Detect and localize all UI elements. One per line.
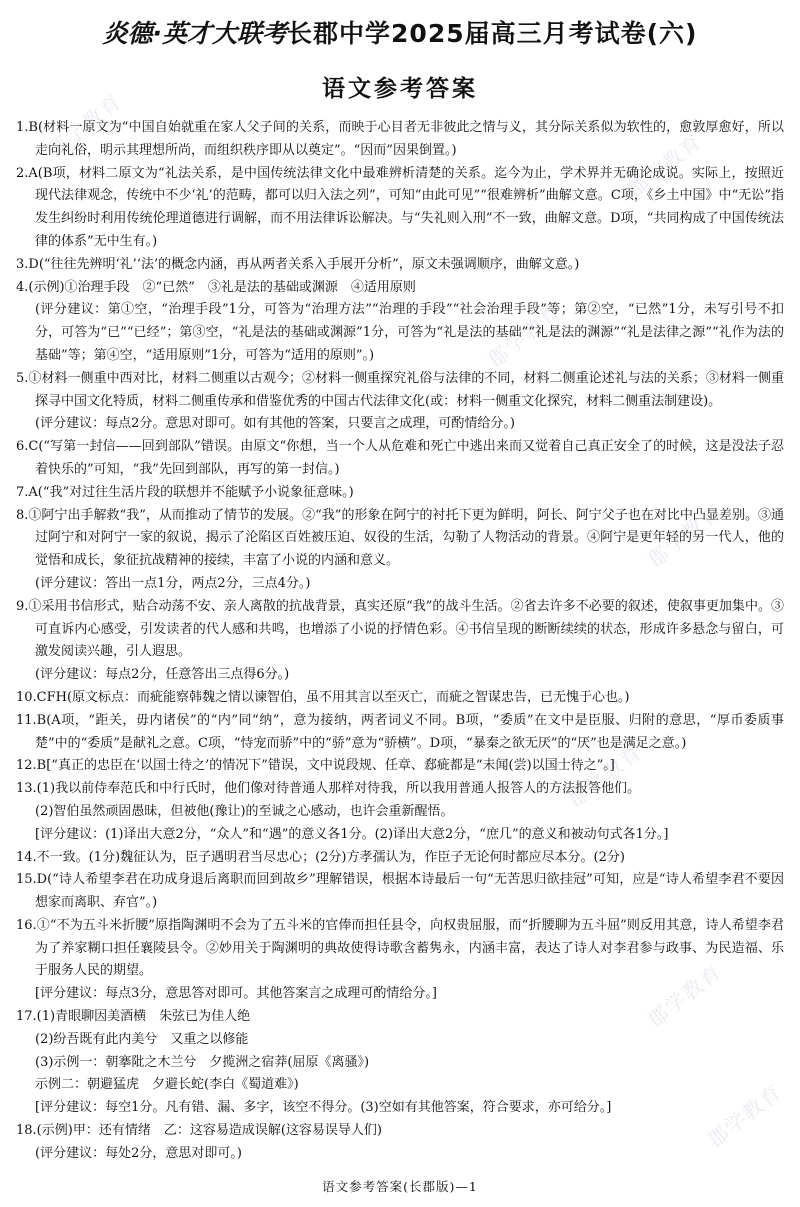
answer-item: 6.C(“写第一封信——回到部队”错误。由原文“你想，当一个人从危难和死亡中逃出来而又觉着自己真正安全了的时候，这是没法子忍着快乐的”可知，“我”先回到部队，再写的第一封信。) xyxy=(16,439,784,477)
answer-note: (3)示例一：朝搴阰之木兰兮 夕揽洲之宿莽(屈原《离骚》) xyxy=(35,1054,370,1070)
answer-item: 15.D(“诗人希望李君在功成身退后离职而回到故乡”理解错误，根据本诗最后一句“无苦思归欲挂冠”可知，应是“诗人希望李君不要因想家而离职、弃官”。) xyxy=(16,872,784,911)
answer-item: 5.①材料一侧重中西对比，材料二侧重以古观今；②材料一侧重探究礼俗与法律的不同，材料二侧重论述礼与法的关系；③材料一侧重探寻中国文化特质，材料二侧重传承和借鉴优秀的中国古代法律文化(或：材料一侧重文化探究，材料二侧重法制建设)。 xyxy=(16,370,784,409)
answer-item: 18.(示例)甲：还有情绪 乙：这容易造成误解(这容易误导人们) xyxy=(16,1123,382,1139)
watermark: 郡学教育 xyxy=(642,959,727,1033)
answer-item: 2.A(B项，材料二原文为“礼法关系，是中国传统法律文化中最难辨析清楚的关系。迄今为止，学术界并无确论成说。实际上，按照近现代法律观念，传统中不少‘礼’的范畴，都可以归入法之列”，可知“由此可见”“很难辨析”曲解文意。C项，《乡土中国》中“无讼”指发生纠纷时利用传统伦理道德进行调解，而不用法律诉讼解决。与“失礼则入刑”不一致，曲解文意。D项，“共同构成了中国传统法律的体系”无中生有。) xyxy=(16,165,784,249)
answer-item: 8.①阿宁出手解救“我”，从而推动了情节的发展。②“我”的形象在阿宁的衬托下更为鲜明，阿长、阿宁父子也在对比中凸显差别。③通过阿宁和对阿宁一家的叙说，揭示了沦陷区百姓被压迫、奴役的生活，勾勒了人物活动的背景。④阿宁是更年轻的另一代人，他的觉悟和成长，象征抗战精神的接续，丰富了小说的内涵和意义。 xyxy=(16,507,784,569)
answer-item: 14.不一致。(1分)魏征认为，臣子遇明君当尽忠心；(2分)方孝孺认为，作臣子无论何时都应尽本分。(2分) xyxy=(16,849,625,865)
answer-note: (评分建议：每点2分，任意答出三点得6分。) xyxy=(35,667,290,683)
answer-note: 示例二：朝避猛虎 夕避长蛇(李白《蜀道难》) xyxy=(35,1077,299,1093)
page-footer: 语文参考答案(长郡版)—1 xyxy=(322,1179,478,1194)
answer-item: 11.B(A项，“距关，毋内诸侯”的“内”同“纳”，意为接纳，两者词义不同。B项，“委质”在文中是臣服、归附的意思，“厚币委质事楚”中的“委质”是献礼之意。C项，“恃宠而骄”中的“骄”意为“骄横”。D项，“暴秦之欲无厌”的“厌”也是满足之意。) xyxy=(16,712,784,751)
document-title: 语文参考答案 xyxy=(322,76,478,102)
answer-note: (2)智伯虽然顽固愚昧，但被他(豫让)的至诚之心感动，也许会重新醒悟。 xyxy=(35,803,454,819)
watermark: 郡学教育 xyxy=(622,129,707,203)
answer-item: 16.①“不为五斗米折腰”原指陶渊明不会为了五斗米的官俸而担任县令，向权贵屈服，而“折腰聊为五斗屈”则反用其意，诗人希望李君为了养家糊口担任襄陵县令。②妙用关于陶渊明的典故使得诗歌含蓄隽永，内涵丰富，表达了诗人对李君参与政事、为民造福、乐于服务人民的期望。 xyxy=(16,917,784,979)
answer-item: 7.A(“我”对过往生活片段的联想并不能赋予小说象征意味。) xyxy=(16,484,354,500)
watermark: 郡学教育 xyxy=(42,89,127,163)
watermark: 郡学教育 xyxy=(562,739,647,813)
watermark: 郡学教育 xyxy=(482,299,567,373)
answer-note: [评分建议：(1)译出大意2分，“众人”和“遇”的意义各1分。(2)译出大意2分，“庶几”的意义和被动句式各1分。] xyxy=(35,826,669,842)
answer-note: (评分建议：每点2分。意思对即可。如有其他的答案，只要言之成理，可酌情给分。) xyxy=(35,416,515,432)
answer-note: (2)纷吾既有此内美兮 又重之以修能 xyxy=(35,1031,249,1047)
answer-list xyxy=(16,117,784,1166)
answer-note: [评分建议：每空1分。凡有错、漏、多字，该空不得分。(3)空如有其他答案，符合要求，亦可给分。] xyxy=(35,1100,612,1116)
watermark: 郡学教育 xyxy=(642,499,727,573)
answer-note: (评分建议：每处2分，意思对即可。) xyxy=(35,1145,242,1161)
exam-header xyxy=(0,14,800,50)
watermark: 郡学教育 xyxy=(702,1079,787,1153)
answer-item: 10.CFH(原文标点：而疵能察韩魏之情以谏智伯，虽不用其言以至灭亡，而疵之智谋忠告，已无愧于心也。) xyxy=(16,689,630,705)
answer-item: 17.(1)青眼聊因美酒横 朱弦已为佳人绝 xyxy=(16,1009,251,1025)
answer-note: [评分建议：每点3分，意思答对即可。其他答案言之成理可酌情给分。] xyxy=(35,986,437,1002)
answer-item: 13.(1)我以前侍奉范氏和中行氏时，他们像对待普通人那样对待我，所以我用普通人报答人的方法报答他们。 xyxy=(16,781,641,797)
answer-item: 12.B[“真正的忠臣在‘以国士待之’的情况下”错误，文中说段规、任章、郄疵都是“未闻(尝)以国士待之”。] xyxy=(16,758,615,774)
exam-title: 长郡中学2025届高三月考试卷(六) xyxy=(287,19,698,48)
answer-note: (评分建议：第①空，“治理手段”1分，可答为“治理方法”“治理的手段”“社会治理手段”等；第②空，“已然”1分，未写引号不扣分，可答为“已”“已经”；第③空，“礼是法的基础或渊源”1分，可答为“礼是法的基础”“礼是法的渊源”“礼是法律之源”“礼作为法的基础”等；第④空，“适用原则”1分，可答为“适用的原则”。) xyxy=(35,302,784,363)
answer-item: 3.D(“往往先辨明‘礼’‘法’的概念内涵，再从两者关系入手展开分析”，原文未强调顺序，曲解文意。) xyxy=(16,256,580,272)
answer-item: 4.(示例)①治理手段 ②“已然” ③礼是法的基础或渊源 ④适用原则 xyxy=(16,279,416,295)
answer-item: 9.①采用书信形式，贴合动荡不安、亲人离散的抗战背景，真实还原“我”的战斗生活。②省去许多不必要的叙述，使叙事更加集中。③可直诉内心感受，引发读者的代人感和共鸣，也增添了小说的抒情色彩。④书信呈现的断断续续的状态，形成许多悬念与留白，可激发阅读兴趣，引人遐思。 xyxy=(16,598,784,660)
brand-name: 炎德·英才大联考 xyxy=(102,19,288,48)
answer-item: 1.B(材料一原文为“中国自始就重在家人父子间的关系，而映于心目者无非彼此之情与义，其分际关系似为软性的，愈敦厚愈好，所以走向礼俗，明示其理想所尚，而组织秩序即从以奠定”。“因而”因果倒置。) xyxy=(16,120,784,158)
answer-note: (评分建议：答出一点1分，两点2分，三点4分。) xyxy=(35,575,311,591)
